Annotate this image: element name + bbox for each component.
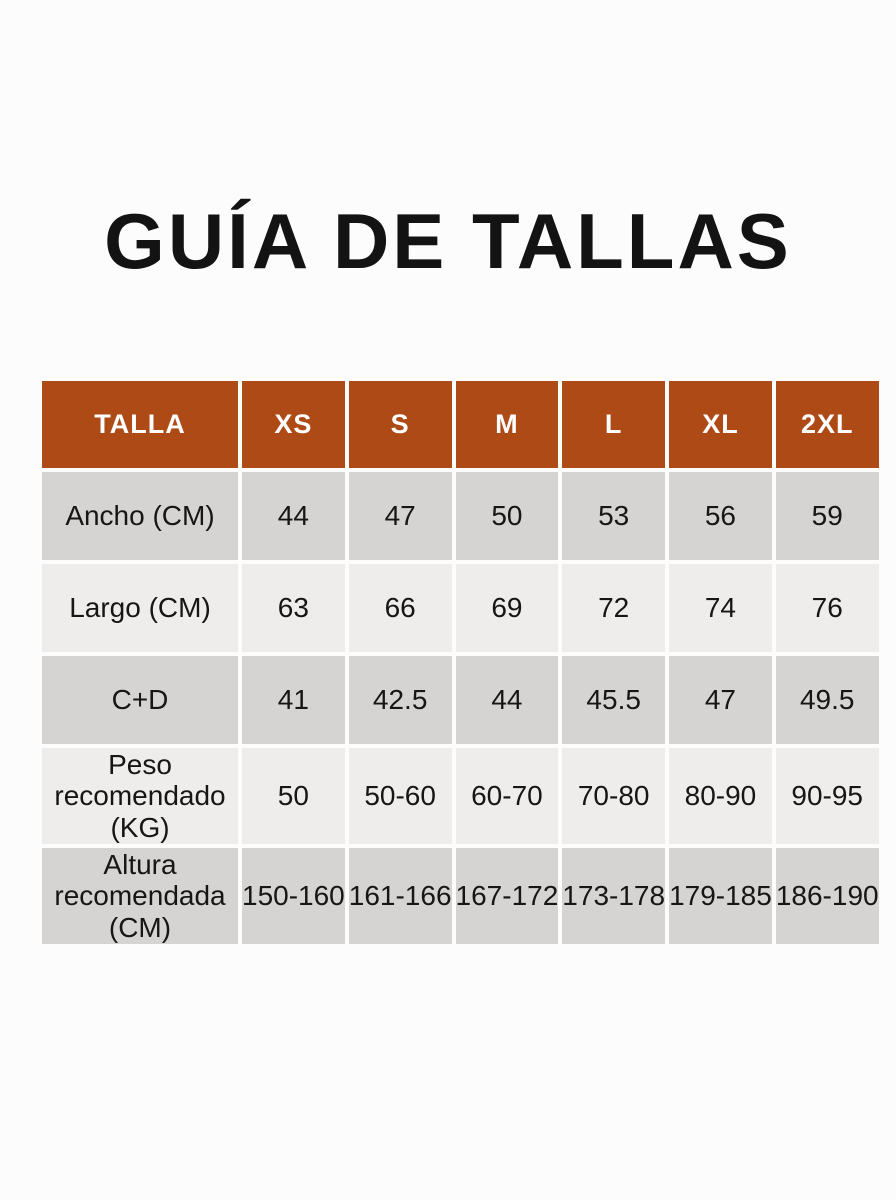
col-header-talla: TALLA — [42, 381, 238, 468]
col-header-s: S — [349, 381, 452, 468]
cell-largo-l: 72 — [562, 564, 665, 652]
cell-ancho-m: 50 — [456, 472, 559, 560]
cell-altura-xs: 150-160 — [242, 848, 345, 944]
cell-largo-2xl: 76 — [776, 564, 879, 652]
cell-largo-xs: 63 — [242, 564, 345, 652]
cell-ancho-l: 53 — [562, 472, 665, 560]
cell-largo-s: 66 — [349, 564, 452, 652]
row-label-ancho: Ancho (CM) — [42, 472, 238, 560]
cell-peso-m: 60-70 — [456, 748, 559, 844]
col-header-l: L — [562, 381, 665, 468]
row-label-peso: Peso recomendado (KG) — [42, 748, 238, 844]
cell-cd-l: 45.5 — [562, 656, 665, 744]
cell-ancho-2xl: 59 — [776, 472, 879, 560]
cell-peso-s: 50-60 — [349, 748, 452, 844]
cell-cd-m: 44 — [456, 656, 559, 744]
col-header-xl: XL — [669, 381, 772, 468]
col-header-xs: XS — [242, 381, 345, 468]
cell-cd-s: 42.5 — [349, 656, 452, 744]
cell-ancho-xl: 56 — [669, 472, 772, 560]
row-label-cd: C+D — [42, 656, 238, 744]
cell-peso-xl: 80-90 — [669, 748, 772, 844]
cell-cd-xl: 47 — [669, 656, 772, 744]
cell-altura-xl: 179-185 — [669, 848, 772, 944]
size-guide-table — [42, 381, 879, 944]
cell-largo-m: 69 — [456, 564, 559, 652]
row-label-altura: Altura recomendada (CM) — [42, 848, 238, 944]
col-header-m: M — [456, 381, 559, 468]
cell-largo-xl: 74 — [669, 564, 772, 652]
cell-altura-l: 173-178 — [562, 848, 665, 944]
cell-peso-2xl: 90-95 — [776, 748, 879, 844]
cell-cd-2xl: 49.5 — [776, 656, 879, 744]
cell-altura-s: 161-166 — [349, 848, 452, 944]
cell-ancho-xs: 44 — [242, 472, 345, 560]
cell-altura-m: 167-172 — [456, 848, 559, 944]
col-header-2xl: 2XL — [776, 381, 879, 468]
cell-cd-xs: 41 — [242, 656, 345, 744]
cell-altura-2xl: 186-190 — [776, 848, 879, 944]
row-label-largo: Largo (CM) — [42, 564, 238, 652]
page-title: GUÍA DE TALLAS — [104, 197, 792, 285]
cell-peso-xs: 50 — [242, 748, 345, 844]
cell-ancho-s: 47 — [349, 472, 452, 560]
cell-peso-l: 70-80 — [562, 748, 665, 844]
